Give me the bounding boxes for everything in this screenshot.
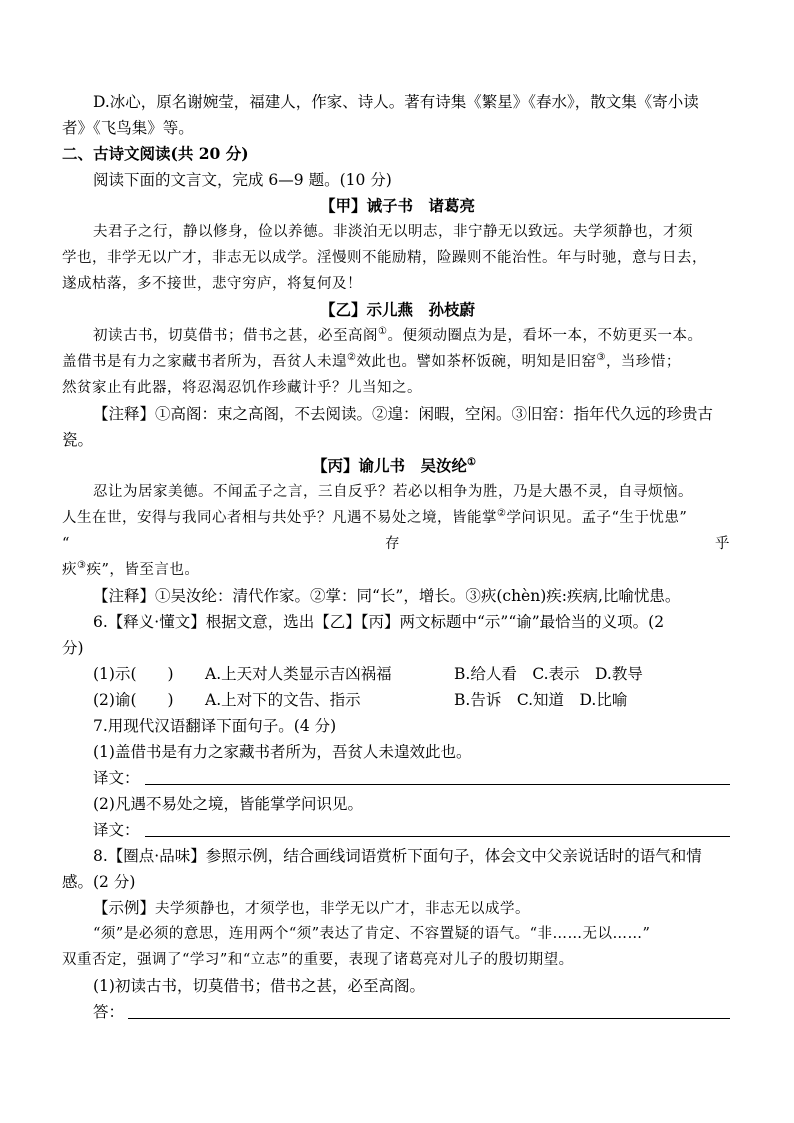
question-7-sentence1: (1)盖借书是有力之家藏书者所为，吾贫人未遑效此也。 <box>93 743 472 761</box>
question-6-stem: 6.【释义·懂文】根据文意，选出【乙】【丙】两文标题中“示”“谕”最恰当的义项。(2 <box>93 613 665 631</box>
text-yi-note: 【注释】①高阁：束之高阁，不去阅读。②遑：闲暇，空闲。③旧窑：指年代久远的珍贵古 <box>93 405 714 423</box>
question-7-stem: 7.用现代汉语翻译下面句子。(4 分) <box>93 717 337 735</box>
text-jia-line: 夫君子之行，静以修身，俭以养德。非淡泊无以明志，非宁静无以致远。夫学须静也，才须 <box>93 224 693 240</box>
text-yi-line: 然贫家止有此器，将忍渴忍饥作珍藏计乎？儿当知之。 <box>62 380 422 396</box>
text-bing-line: “ 存 乎 <box>62 536 730 552</box>
question-7-answer-label2: 译文： <box>93 821 140 839</box>
text-yi-line: 盖借书是有力之家藏书者所为，吾贫人未遑②效此也。譬如茶杯饭碗，明知是旧窑③，当珍惜； <box>62 352 681 370</box>
question-8-answer-label: 答： <box>93 1003 125 1021</box>
question-8-analysis: 双重否定，强调了“学习”和“立志”的重要，表现了诸葛亮对儿子的殷切期望。 <box>62 952 574 968</box>
text-bing-note: 【注释】①吴汝纶：清代作家。②掌：同“长”，增长。③疢(chèn)疾:疾病,比喻忧患。 <box>93 587 681 605</box>
question-8-stem: 8.【圈点·品味】参照示例，结合画线词语赏析下面句子，体会文中父亲说话时的语气和情 <box>93 847 702 865</box>
section-heading: 二、古诗文阅读(共 20 分) <box>62 144 249 163</box>
question-6-item1-label: (1)示( ) <box>93 665 174 683</box>
text-bing-line: 疢③疾”，皆至言也。 <box>62 560 200 578</box>
text-bing-line: 人生在世，安得与我同心者相与共处乎？凡遇不易处之境，皆能掌②学问识见。孟子“生于忧患” <box>62 508 688 526</box>
question-6-item1-options: B.给人看 C.表示 D.教导 <box>454 665 643 683</box>
question-7-answer-line1[interactable] <box>145 784 730 785</box>
text-yi-title: 【乙】示儿燕 孙枝蔚 <box>320 300 476 319</box>
question-6-item2-options: B.告诉 C.知道 D.比喻 <box>454 691 628 709</box>
question-8-example: 【示例】夫学须静也，才须学也，非学无以广才，非志无以成学。 <box>93 899 531 917</box>
text-yi-line: 初读古书，切莫借书；借书之甚，必至高阁①。便须动圈点为是，看坏一本，不妨更买一本。 <box>93 326 703 344</box>
text-bing-title: 【丙】谕儿书 吴汝纶① <box>312 456 476 475</box>
question-6-stem: 分) <box>62 639 84 657</box>
question-6-item2-option-a: A.上对下的文告、指示 <box>205 691 361 709</box>
question-8-stem: 感。(2 分) <box>62 873 136 891</box>
question-6-item2-label: (2)谕( ) <box>93 691 174 709</box>
reading-intro: 阅读下面的文言文，完成 6—9 题。(10 分) <box>93 171 392 189</box>
question-6-item1-option-a: A.上天对人类显示吉凶祸福 <box>205 665 392 683</box>
option-d-line1: D.冰心，原名谢婉莹，福建人，作家、诗人。著有诗集《繁星》《春水》，散文集《寄小读 <box>93 93 699 111</box>
text-jia-line: 遂成枯落，多不接世，悲守穷庐，将复何及！ <box>62 276 362 292</box>
question-7-sentence2: (2)凡遇不易处之境，皆能掌学问识见。 <box>93 795 363 813</box>
text-bing-line: 忍让为居家美德。不闻孟子之言，三自反乎？若必以相争为胜，乃是大愚不灵，自寻烦恼。 <box>93 484 693 500</box>
question-8-sentence1: (1)初读古书，切莫借书；借书之甚，必至高阁。 <box>93 977 425 995</box>
text-jia-line: 学也，非学无以广才，非志无以成学。淫慢则不能励精，险躁则不能治性。年与时驰，意与日去， <box>62 250 707 266</box>
question-8-answer-line[interactable] <box>128 1018 730 1019</box>
question-7-answer-label1: 译文： <box>93 769 140 787</box>
text-jia-title: 【甲】诫子书 诸葛亮 <box>320 196 476 215</box>
question-7-answer-line2[interactable] <box>145 836 730 837</box>
question-8-analysis: “须”是必须的意思，连用两个“须”表达了肯定、不容置疑的语气。“非……无以……” <box>93 926 651 942</box>
option-d-line2: 者》《飞鸟集》等。 <box>62 119 194 137</box>
text-yi-note: 瓷。 <box>62 431 94 449</box>
